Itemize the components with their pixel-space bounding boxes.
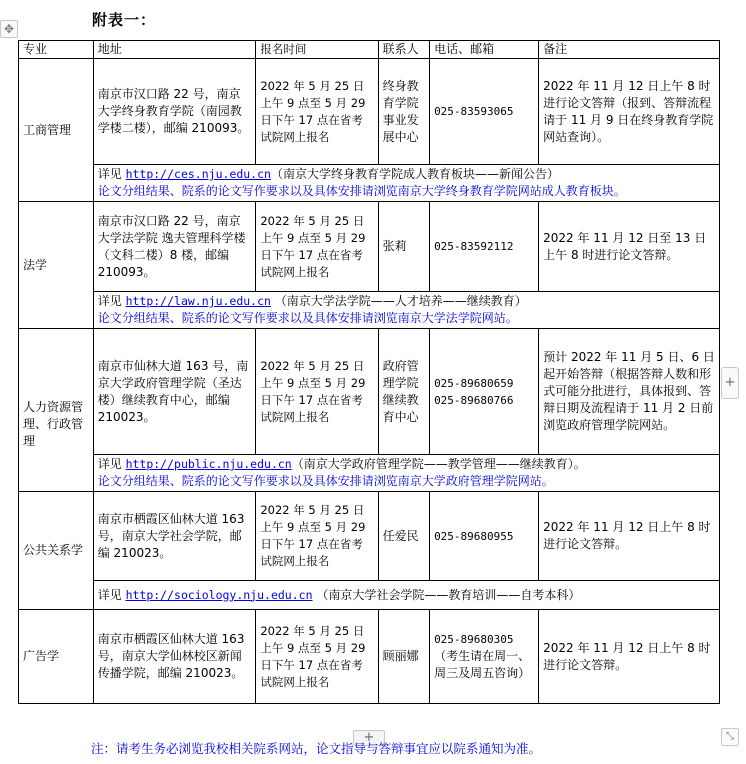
detail-note: 论文分组结果、院系的论文写作要求以及具体安排请浏览南京大学终身教育学院网站成人教育板块。 — [97, 184, 626, 198]
detail-suffix: （南京大学法学院——人才培养——继续教育） — [270, 294, 527, 308]
cell-registration: 2022 年 5 月 25 日上午 9 点至 5 月 29 日下午 17 点在省考试院网上报名 — [256, 329, 378, 455]
header-contact: 联系人 — [378, 41, 430, 59]
cell-registration: 2022 年 5 月 25 日上午 9 点至 5 月 29 日下午 17 点在省考试院网上报名 — [256, 202, 378, 292]
cell-address: 南京市栖霞区仙林大道 163 号，南京大学社会学院，邮编 210023。 — [93, 492, 256, 581]
cell-remark: 预计 2022 年 11 月 5 日、6 日起开始答辩（根据答辩人数和形式可能分批进行，具体报到、答辩日期及流程请于 11 月 2 日前浏览政府管理学院网站。 — [539, 329, 720, 455]
cell-contact: 任爱民 — [378, 492, 430, 581]
detail-suffix: （南京大学终身教育学院成人教育板块——新闻公告） — [270, 167, 559, 181]
detail-note: 论文分组结果、院系的论文写作要求以及具体安排请浏览南京大学法学院网站。 — [97, 311, 518, 325]
cell-address: 南京市仙林大道 163 号，南京大学政府管理学院（圣达楼）继续教育中心，邮编 210023。 — [93, 329, 256, 455]
cell-detail — [93, 581, 719, 610]
cell-major: 广告学 — [19, 610, 94, 704]
cell-registration: 2022 年 5 月 25 日上午 9 点至 5 月 29 日下午 17 点在省考试院网上报名 — [256, 610, 378, 704]
header-address: 地址 — [93, 41, 256, 59]
cell-remark: 2022 年 11 月 12 日上午 8 时进行论文答辩。 — [539, 610, 720, 704]
header-remark: 备注 — [539, 41, 720, 59]
table-row — [19, 492, 720, 581]
header-phone: 电话、邮箱 — [430, 41, 539, 59]
phone-line-1: 025-89680305 — [434, 633, 514, 646]
table-row — [19, 59, 720, 165]
header-major: 专业 — [19, 41, 94, 59]
table-row — [19, 202, 720, 292]
cell-detail — [93, 455, 719, 492]
detail-link[interactable]: http://public.nju.edu.cn — [125, 457, 292, 471]
table-header-row — [19, 41, 720, 59]
table-move-handle-icon[interactable]: ✥ — [0, 20, 18, 38]
header-registration: 报名时间 — [256, 41, 378, 59]
cell-major: 人力资源管理、行政管理 — [19, 329, 94, 492]
cell-major: 法学 — [19, 202, 94, 329]
footnote: 注：请考生务必浏览我校相关院系网站，论文指导与答辩事宜应以院系通知为准。 — [91, 741, 542, 756]
cell-major: 工商管理 — [19, 59, 94, 202]
cell-address: 南京市汉口路 22 号，南京大学法学院 逸夫管理科学楼（文科二楼）8 楼，邮编 210093。 — [93, 202, 256, 292]
cell-phone: 025-83592112 — [430, 202, 539, 292]
detail-row — [19, 292, 720, 329]
add-row-button[interactable]: + — [353, 730, 385, 746]
cell-detail — [93, 165, 719, 202]
cell-major: 公共关系学 — [19, 492, 94, 610]
cell-contact: 政府管理学院继续教育中心 — [378, 329, 430, 455]
phone-note: （考生请在周一、周三及周五咨询） — [434, 649, 531, 680]
cell-remark: 2022 年 11 月 12 日至 13 日上午 8 时进行论文答辩。 — [539, 202, 720, 292]
cell-phone — [430, 329, 539, 455]
phone-line-1: 025-89680659 — [434, 376, 514, 390]
cell-address: 南京市栖霞区仙林大道 163 号，南京大学仙林校区新闻传播学院，邮编 210023。 — [93, 610, 256, 704]
detail-link[interactable]: http://ces.nju.edu.cn — [125, 167, 271, 181]
table-row — [19, 610, 720, 704]
phone-line-2: 025-89680766 — [434, 393, 514, 407]
cell-remark: 2022 年 11 月 12 日上午 8 时进行论文答辩（报到、答辩流程请于 11 月 9 日在终身教育学院网站查询）。 — [539, 59, 720, 165]
detail-suffix: （南京大学社会学院——教育培训——自考本科） — [312, 587, 581, 602]
cell-phone: 025-83593065 — [430, 59, 539, 165]
detail-row — [19, 455, 720, 492]
cell-phone — [430, 610, 539, 704]
cell-registration: 2022 年 5 月 25 日上午 9 点至 5 月 29 日下午 17 点在省考试院网上报名 — [256, 492, 378, 581]
detail-row — [19, 165, 720, 202]
detail-link[interactable]: http://sociology.nju.edu.cn — [125, 587, 313, 602]
detail-prefix: 详见 — [97, 587, 126, 602]
detail-prefix: 详见 — [97, 294, 126, 308]
schedule-table — [18, 40, 720, 704]
add-column-button[interactable]: + — [721, 367, 739, 399]
detail-suffix: （南京大学政府管理学院——教学管理——继续教育）。 — [291, 457, 586, 471]
detail-note: 论文分组结果、院系的论文写作要求以及具体安排请浏览南京大学政府管理学院网站。 — [97, 474, 554, 488]
cell-address: 南京市汉口路 22 号，南京大学终身教育学院（南园教学楼二楼），邮编 210093。 — [93, 59, 256, 165]
cell-contact: 顾丽娜 — [378, 610, 430, 704]
cell-remark: 2022 年 11 月 12 日上午 8 时进行论文答辩。 — [539, 492, 720, 581]
cell-contact: 终身教育学院事业发展中心 — [378, 59, 430, 165]
cell-registration: 2022 年 5 月 25 日上午 9 点至 5 月 29 日下午 17 点在省考试院网上报名 — [256, 59, 378, 165]
detail-prefix: 详见 — [97, 457, 126, 471]
cell-phone: 025-89680955 — [430, 492, 539, 581]
cell-contact: 张莉 — [378, 202, 430, 292]
page-title: 附表一： — [92, 11, 157, 29]
cell-detail — [93, 292, 719, 329]
detail-link[interactable]: http://law.nju.edu.cn — [125, 294, 271, 308]
detail-prefix: 详见 — [97, 167, 126, 181]
table-resize-handle-icon[interactable]: ⤡ — [721, 728, 739, 746]
detail-row — [19, 581, 720, 610]
table-row — [19, 329, 720, 455]
